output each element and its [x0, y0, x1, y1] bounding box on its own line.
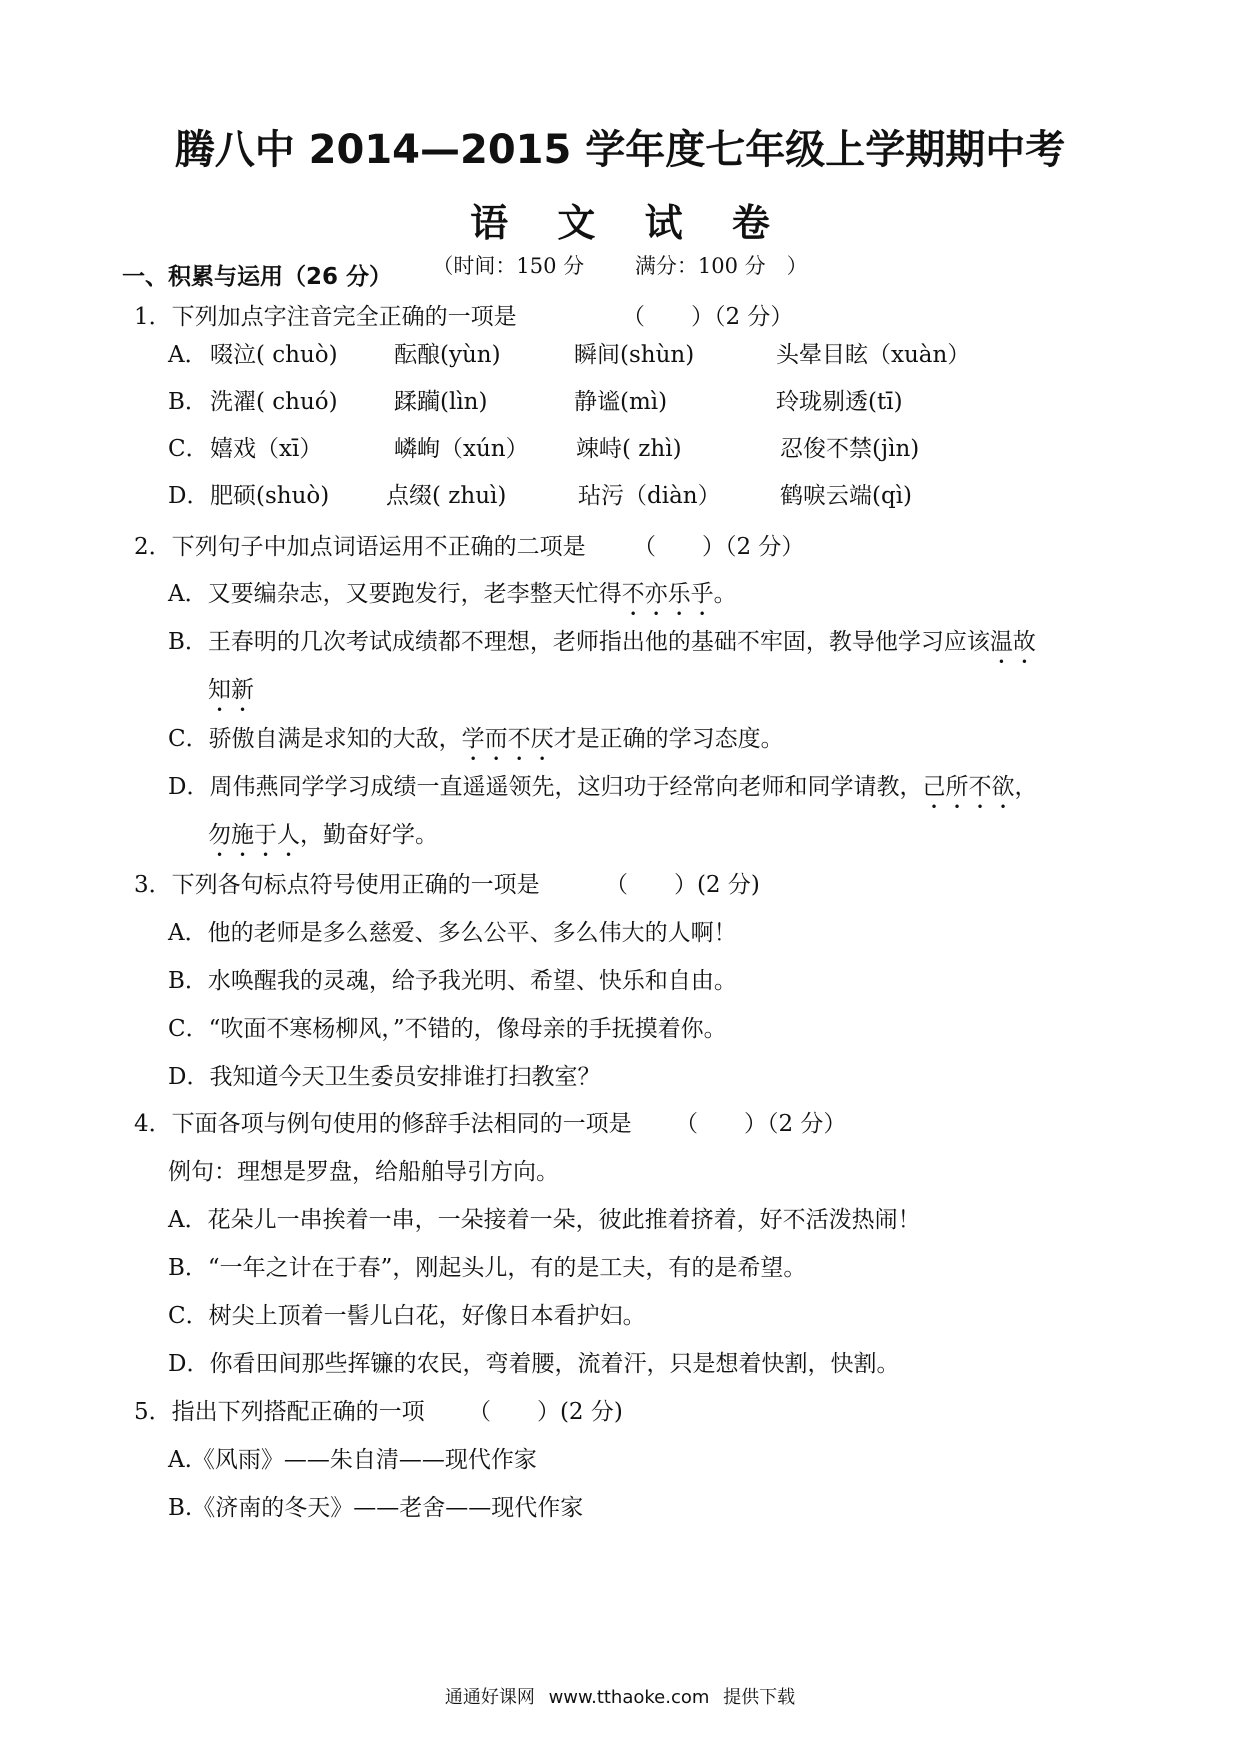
question-1 — [134, 302, 793, 332]
emphasized-word: 己所不欲， — [922, 774, 1038, 800]
q1-option-a: A． 啜泣( chuò) 酝酿(yùn) 瞬间(shùn) 头晕目眩（xuàn） — [168, 342, 971, 368]
question-4-stem: 4．下面各项与例句使用的修辞手法相同的一项是 — [134, 1111, 632, 1137]
page-subtitle: 语 文 试 卷 — [470, 201, 788, 245]
question-3-blank: （ ）(2 分) — [604, 872, 760, 898]
question-1-blank: （ ）（2 分） — [621, 304, 794, 330]
question-5-stem: 5．指出下列搭配正确的一项 — [134, 1399, 425, 1425]
q1-option-a-item-2: 酝酿(yùn) — [394, 342, 501, 368]
q2-option-b: B．王春明的几次考试成绩都不理想，老师指出他的基础不牢固，教导他学习应该温故 — [168, 629, 1036, 655]
q3-option-b: B．水唤醒我的灵魂，给予我光明、希望、快乐和自由。 — [168, 968, 737, 994]
q2-option-d-continued: 勿施于人，勤奋好学。 — [208, 822, 438, 848]
q1-option-b-item-2: 蹂躏(lìn) — [394, 389, 488, 415]
q1-option-c-item-2: 嶙峋（xún） — [394, 436, 529, 462]
q1-option-a-item-1: 啜泣( chuò) — [210, 342, 338, 368]
q4-option-c: C．树尖上顶着一髻儿白花，好像日本看护妇。 — [168, 1303, 646, 1329]
q2-option-a: A．又要编杂志，又要跑发行，老李整天忙得不亦乐乎。 — [168, 581, 737, 607]
q1-option-c-item-1: 嬉戏（xī） — [210, 436, 323, 462]
q1-option-c-item-4: 忍俊不禁(jìn) — [780, 436, 920, 462]
question-2-blank: （ ）（2 分） — [632, 534, 805, 560]
footer-note: 提供下载 — [723, 1687, 796, 1708]
q3-option-c: C．“吹面不寒杨柳风，”不错的，像母亲的手抚摸着你。 — [168, 1016, 727, 1042]
q5-option-b: B.《济南的冬天》——老舍——现代作家 — [168, 1495, 584, 1521]
emphasized-word: 学而不厌 — [461, 726, 554, 752]
question-5 — [134, 1397, 623, 1427]
q4-option-a: A．花朵儿一串挨着一串，一朵接着一朵，彼此推着挤着，好不活泼热闹！ — [168, 1207, 921, 1233]
footer-site: 通通好课网 — [444, 1687, 535, 1708]
emphasized-word: 知新 — [208, 677, 254, 703]
exam-score: 满分：100 分 ） — [634, 254, 808, 278]
page-footer — [0, 1683, 1240, 1709]
emphasized-word: 温故 — [989, 629, 1036, 655]
question-1-stem: 1．下列加点字注音完全正确的一项是 — [134, 304, 517, 330]
question-4-blank: （ ）（2 分） — [674, 1111, 847, 1137]
q4-option-d: D．你看田间那些挥镰的农民，弯着腰，流着汗，只是想着快割，快割。 — [168, 1351, 900, 1377]
q1-option-c: C． 嬉戏（xī） 嶙峋（xún） 竦峙( zhì) 忍俊不禁(jìn) — [168, 436, 920, 462]
q2-option-d: D．周伟燕同学学习成绩一直遥遥领先，这归功于经常向老师和同学请教，己所不欲， — [168, 774, 1038, 800]
q1-option-b-item-1: 洗濯( chuó) — [210, 389, 338, 415]
q1-option-b: B． 洗濯( chuó) 蹂躏(lìn) 静谧(mì) 玲珑剔透(tī) — [168, 389, 903, 415]
q1-option-d: D． 肥硕(shuò) 点缀( zhuì) 玷污（diàn） 鹤唳云端(qì) — [168, 483, 913, 509]
q1-option-d-item-1: 肥硕(shuò) — [210, 483, 330, 509]
q2-option-b-continued — [208, 675, 254, 717]
q1-option-b-item-3: 静谧(mì) — [574, 389, 668, 415]
page-title: 腾八中 2014—2015 学年度七年级上学期期中考 — [174, 127, 1066, 173]
q1-option-a-item-4: 头晕目眩（xuàn） — [776, 342, 971, 368]
q1-option-c-item-3: 竦峙( zhì) — [576, 436, 682, 462]
footer-url: www.tthaoke.com — [548, 1687, 710, 1708]
q3-option-d: D．我知道今天卫生委员安排谁打扫教室？ — [168, 1064, 601, 1090]
emphasized-word: 不亦乐乎 — [621, 581, 714, 607]
question-4 — [134, 1109, 846, 1139]
q2-option-c: C．骄傲自满是求知的大敌，学而不厌才是正确的学习态度。 — [168, 726, 784, 752]
q1-option-d-item-3: 玷污（diàn） — [578, 483, 721, 509]
section-heading: 一、积累与运用（26 分） — [122, 264, 393, 290]
q1-option-a-item-3: 瞬间(shùn) — [574, 342, 695, 368]
question-2-stem: 2．下列句子中加点词语运用不正确的二项是 — [134, 534, 586, 560]
q3-option-a: A．他的老师是多么慈爱、多么公平、多么伟大的人啊！ — [168, 920, 737, 946]
emphasized-word: 勿施于人 — [208, 822, 300, 848]
question-3 — [134, 870, 760, 900]
question-3-stem: 3．下列各句标点符号使用正确的一项是 — [134, 872, 540, 898]
q1-option-b-item-4: 玲珑剔透(tī) — [776, 389, 903, 415]
exam-time: （时间：150 分 — [432, 254, 585, 278]
q1-option-d-item-4: 鹤唳云端(qì) — [780, 483, 913, 509]
q5-option-a: A.《风雨》——朱自清——现代作家 — [168, 1447, 537, 1473]
q4-example: 例句：理想是罗盘，给船舶导引方向。 — [168, 1159, 559, 1185]
question-5-blank: （ ）(2 分) — [467, 1399, 623, 1425]
question-2 — [134, 532, 804, 562]
q1-option-d-item-2: 点缀( zhuì) — [386, 483, 507, 509]
q4-option-b: B．“一年之计在于春”，刚起头儿，有的是工夫，有的是希望。 — [168, 1255, 807, 1281]
